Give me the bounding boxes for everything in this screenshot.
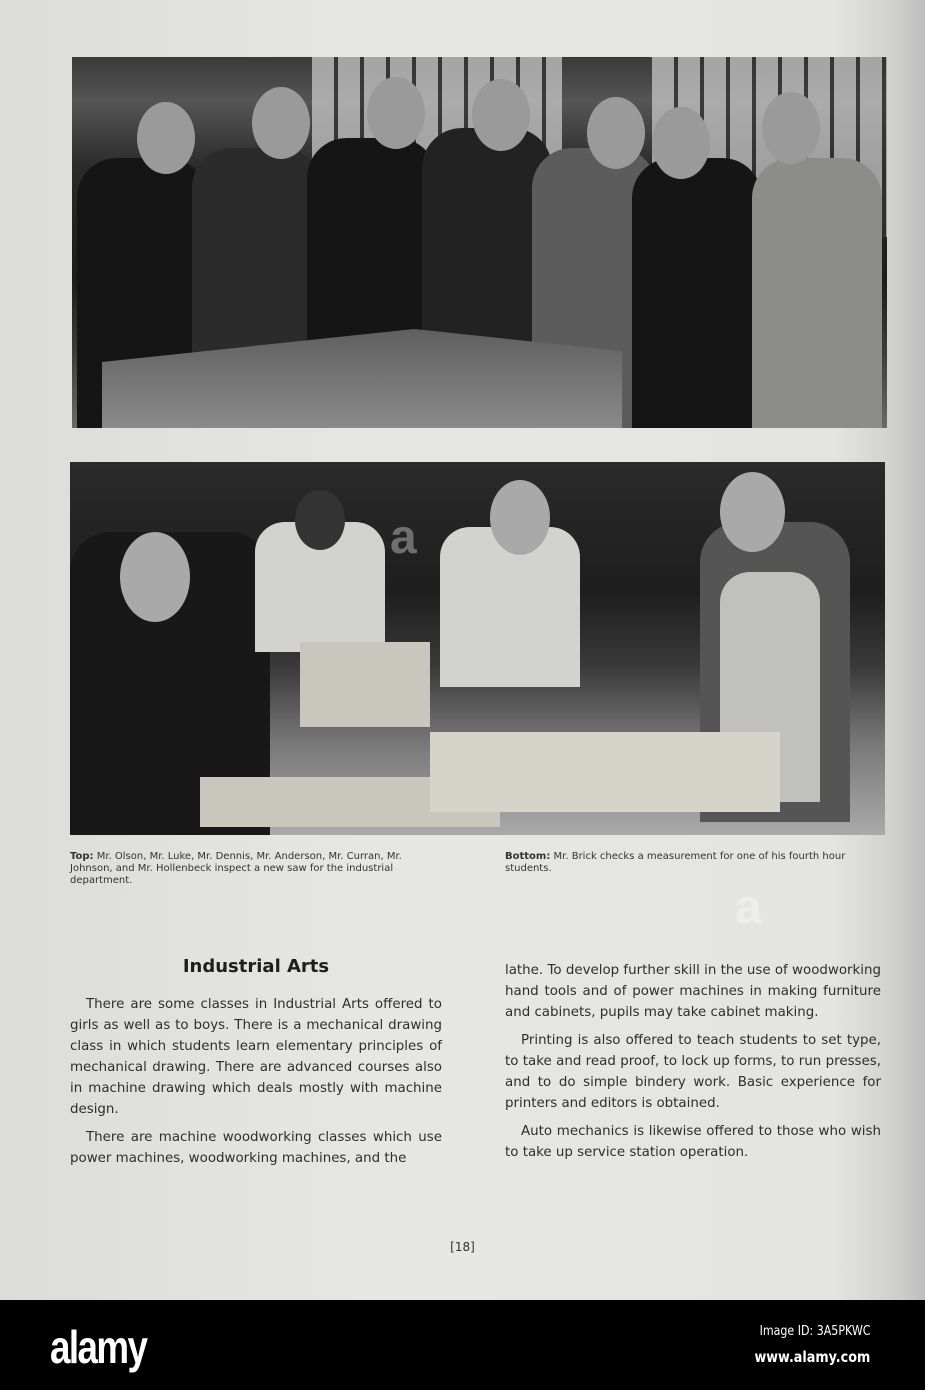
top-photo-faculty-inspecting-saw	[72, 57, 887, 428]
paragraph: lathe. To develop further skill in the use of woodworking hand tools and of power machines in making furniture and cabinets, pupils may take cabinet making.	[505, 963, 881, 1020]
stock-footer-bar	[0, 1300, 925, 1390]
bottom-photo-woodworking-class	[70, 462, 885, 835]
paragraph: There are some classes in Industrial Arts offered to girls as well as to boys. There is a mechanical drawing class in which students learn elementary principles of mechanical drawing. There are advanced courses also in machine drawing which deals mostly with machine design.	[70, 997, 442, 1117]
alamy-logo: alamy	[50, 1321, 147, 1373]
site-url[interactable]: www.alamy.com	[754, 1348, 870, 1366]
right-column	[505, 960, 881, 1170]
caption-label: Top:	[70, 851, 94, 862]
left-column	[70, 994, 442, 1176]
watermark: a	[735, 881, 762, 934]
top-photo-caption	[70, 851, 445, 887]
paragraph: Auto mechanics is likewise offered to those who wish to take up service station operation.	[505, 1124, 881, 1160]
page-number: [18]	[450, 1240, 475, 1254]
paragraph: There are machine woodworking classes which use power machines, woodworking machines, and the	[70, 1130, 442, 1166]
caption-label: Bottom:	[505, 851, 551, 862]
image-id: Image ID: 3A5PKWC	[759, 1324, 870, 1339]
caption-text: Mr. Olson, Mr. Luke, Mr. Dennis, Mr. Anderson, Mr. Curran, Mr. Johnson, and Mr. Hollenbeck inspect a new saw for the industrial department.	[70, 851, 402, 886]
article-title: Industrial Arts	[182, 956, 330, 977]
caption-text: Mr. Brick checks a measurement for one of his fourth hour students.	[505, 851, 846, 874]
watermark: a	[390, 511, 417, 564]
bottom-photo-caption	[505, 851, 885, 875]
paragraph: Printing is also offered to teach students to set type, to take and read proof, to lock up forms, to run presses, and to do simple bindery work. Basic experience for printers and editors is obtained.	[505, 1033, 881, 1111]
